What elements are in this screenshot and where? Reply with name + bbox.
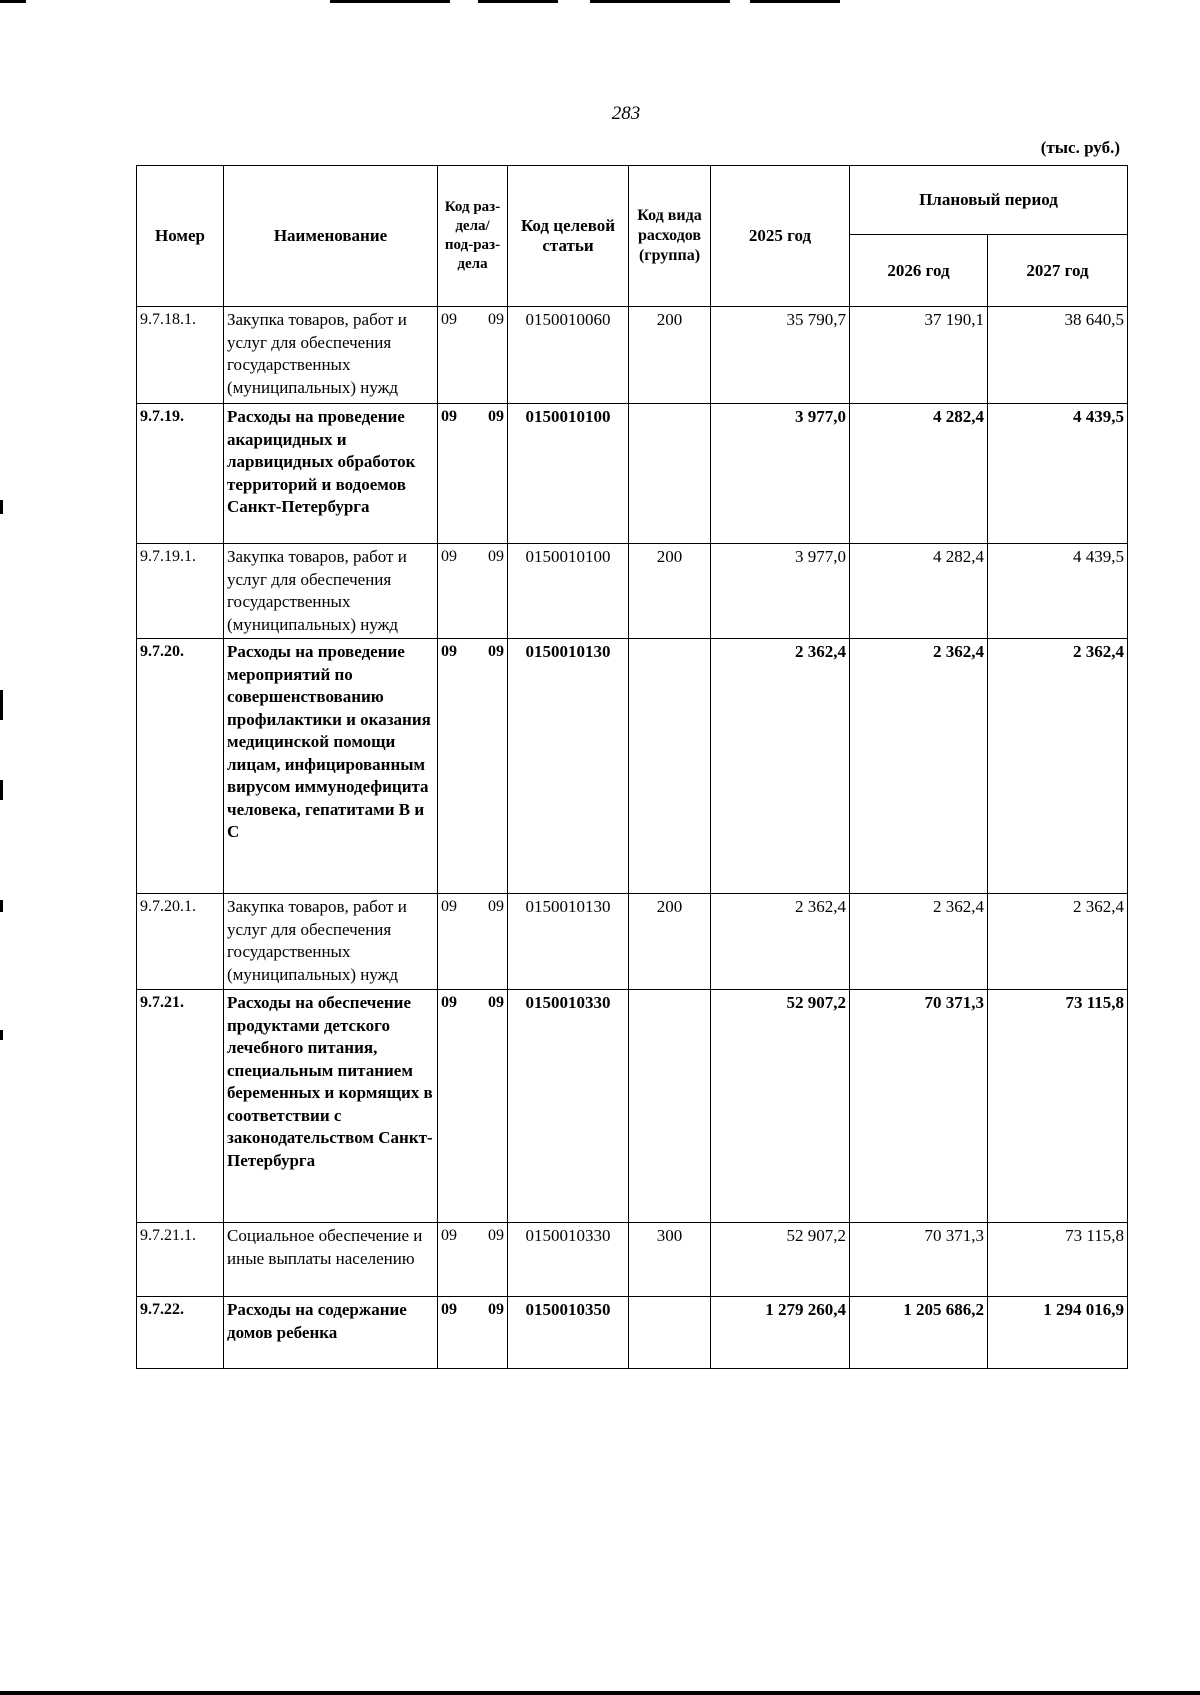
section-code: 09: [441, 1301, 457, 1318]
header-2025: 2025 год: [711, 166, 850, 307]
subsection-code: 09: [488, 1227, 504, 1244]
row-number: 9.7.20.1.: [137, 894, 224, 990]
subsection-code: 09: [488, 898, 504, 915]
row-section-code: [438, 1297, 508, 1369]
table-row: [137, 1297, 1128, 1369]
row-2027: 73 115,8: [988, 990, 1128, 1223]
row-target-code: 0150010350: [508, 1297, 629, 1369]
table-header: [137, 166, 1128, 307]
header-expense-group: Код вида расходов (группа): [629, 166, 711, 307]
row-2026: 4 282,4: [850, 404, 988, 544]
row-expense-group: 200: [629, 894, 711, 990]
table-body: [137, 307, 1128, 1369]
row-expense-group: 200: [629, 307, 711, 404]
table-row: [137, 307, 1128, 404]
row-name: Закупка товаров, работ и услуг для обеспечения государственных (муниципальных) нужд: [224, 894, 438, 990]
row-target-code: 0150010130: [508, 639, 629, 894]
row-2026: 70 371,3: [850, 990, 988, 1223]
row-number: 9.7.22.: [137, 1297, 224, 1369]
subsection-code: 09: [488, 1301, 504, 1318]
row-expense-group: [629, 639, 711, 894]
units-label: (тыс. руб.): [1040, 138, 1120, 157]
row-2027: 2 362,4: [988, 894, 1128, 990]
row-target-code: 0150010330: [508, 1223, 629, 1297]
page-number: 283: [611, 103, 641, 124]
row-name: Закупка товаров, работ и услуг для обеспечения государственных (муниципальных) нужд: [224, 544, 438, 639]
header-target-code: Код целевой статьи: [508, 166, 629, 307]
table-row: [137, 894, 1128, 990]
row-name: Расходы на содержание домов ребенка: [224, 1297, 438, 1369]
row-number: 9.7.21.1.: [137, 1223, 224, 1297]
row-expense-group: [629, 404, 711, 544]
row-2026: 4 282,4: [850, 544, 988, 639]
row-section-code: [438, 1223, 508, 1297]
row-expense-group: 300: [629, 1223, 711, 1297]
header-name: Наименование: [224, 166, 438, 307]
budget-table: [136, 165, 1128, 1369]
row-2027: 38 640,5: [988, 307, 1128, 404]
row-target-code: 0150010100: [508, 544, 629, 639]
section-code: 09: [441, 994, 457, 1011]
header-2027: 2027 год: [988, 235, 1128, 307]
row-2025: 3 977,0: [711, 404, 850, 544]
subsection-code: 09: [488, 311, 504, 328]
table-row: [137, 544, 1128, 639]
table-row: [137, 990, 1128, 1223]
table-row: [137, 1223, 1128, 1297]
row-2026: 70 371,3: [850, 1223, 988, 1297]
row-2026: 1 205 686,2: [850, 1297, 988, 1369]
row-section-code: [438, 307, 508, 404]
row-2027: 4 439,5: [988, 544, 1128, 639]
row-expense-group: [629, 1297, 711, 1369]
row-number: 9.7.19.1.: [137, 544, 224, 639]
row-2026: 2 362,4: [850, 639, 988, 894]
row-number: 9.7.18.1.: [137, 307, 224, 404]
row-target-code: 0150010060: [508, 307, 629, 404]
row-2027: 1 294 016,9: [988, 1297, 1128, 1369]
section-code: 09: [441, 643, 457, 660]
row-2025: 2 362,4: [711, 639, 850, 894]
row-expense-group: [629, 990, 711, 1223]
subsection-code: 09: [488, 548, 504, 565]
row-section-code: [438, 404, 508, 544]
header-section-code: Код раз-дела/ под-раз-дела: [438, 166, 508, 307]
header-number: Номер: [137, 166, 224, 307]
row-target-code: 0150010100: [508, 404, 629, 544]
section-code: 09: [441, 898, 457, 915]
row-2026: 2 362,4: [850, 894, 988, 990]
header-planned-period: Плановый период: [850, 166, 1128, 235]
row-2025: 3 977,0: [711, 544, 850, 639]
section-code: 09: [441, 548, 457, 565]
table-row: [137, 639, 1128, 894]
row-2026: 37 190,1: [850, 307, 988, 404]
row-number: 9.7.19.: [137, 404, 224, 544]
row-section-code: [438, 639, 508, 894]
row-2027: 4 439,5: [988, 404, 1128, 544]
row-name: Социальное обеспечение и иные выплаты населению: [224, 1223, 438, 1297]
row-section-code: [438, 544, 508, 639]
row-expense-group: 200: [629, 544, 711, 639]
section-code: 09: [441, 311, 457, 328]
subsection-code: 09: [488, 994, 504, 1011]
row-2025: 1 279 260,4: [711, 1297, 850, 1369]
table-row: [137, 404, 1128, 544]
row-2025: 52 907,2: [711, 1223, 850, 1297]
row-2025: 2 362,4: [711, 894, 850, 990]
row-target-code: 0150010130: [508, 894, 629, 990]
row-target-code: 0150010330: [508, 990, 629, 1223]
subsection-code: 09: [488, 643, 504, 660]
section-code: 09: [441, 1227, 457, 1244]
bottom-scan-rule: [0, 1691, 1200, 1695]
subsection-code: 09: [488, 408, 504, 425]
header-2026: 2026 год: [850, 235, 988, 307]
row-name: Закупка товаров, работ и услуг для обеспечения государственных (муниципальных) нужд: [224, 307, 438, 404]
row-2025: 52 907,2: [711, 990, 850, 1223]
row-section-code: [438, 894, 508, 990]
row-name: Расходы на проведение мероприятий по совершенствованию профилактики и оказания медицинской помощи лицам, инфицированным вирусом иммунодефицита человека, гепатитами В и С: [224, 639, 438, 894]
row-number: 9.7.20.: [137, 639, 224, 894]
top-scan-artifact: [0, 0, 1200, 6]
row-name: Расходы на проведение акарицидных и ларвицидных обработок территорий и водоемов Санкт-Петербурга: [224, 404, 438, 544]
section-code: 09: [441, 408, 457, 425]
row-section-code: [438, 990, 508, 1223]
row-2027: 73 115,8: [988, 1223, 1128, 1297]
row-2025: 35 790,7: [711, 307, 850, 404]
row-2027: 2 362,4: [988, 639, 1128, 894]
row-name: Расходы на обеспечение продуктами детского лечебного питания, специальным питанием беременных и кормящих в соответствии с законодательством Санкт-Петербурга: [224, 990, 438, 1223]
row-number: 9.7.21.: [137, 990, 224, 1223]
